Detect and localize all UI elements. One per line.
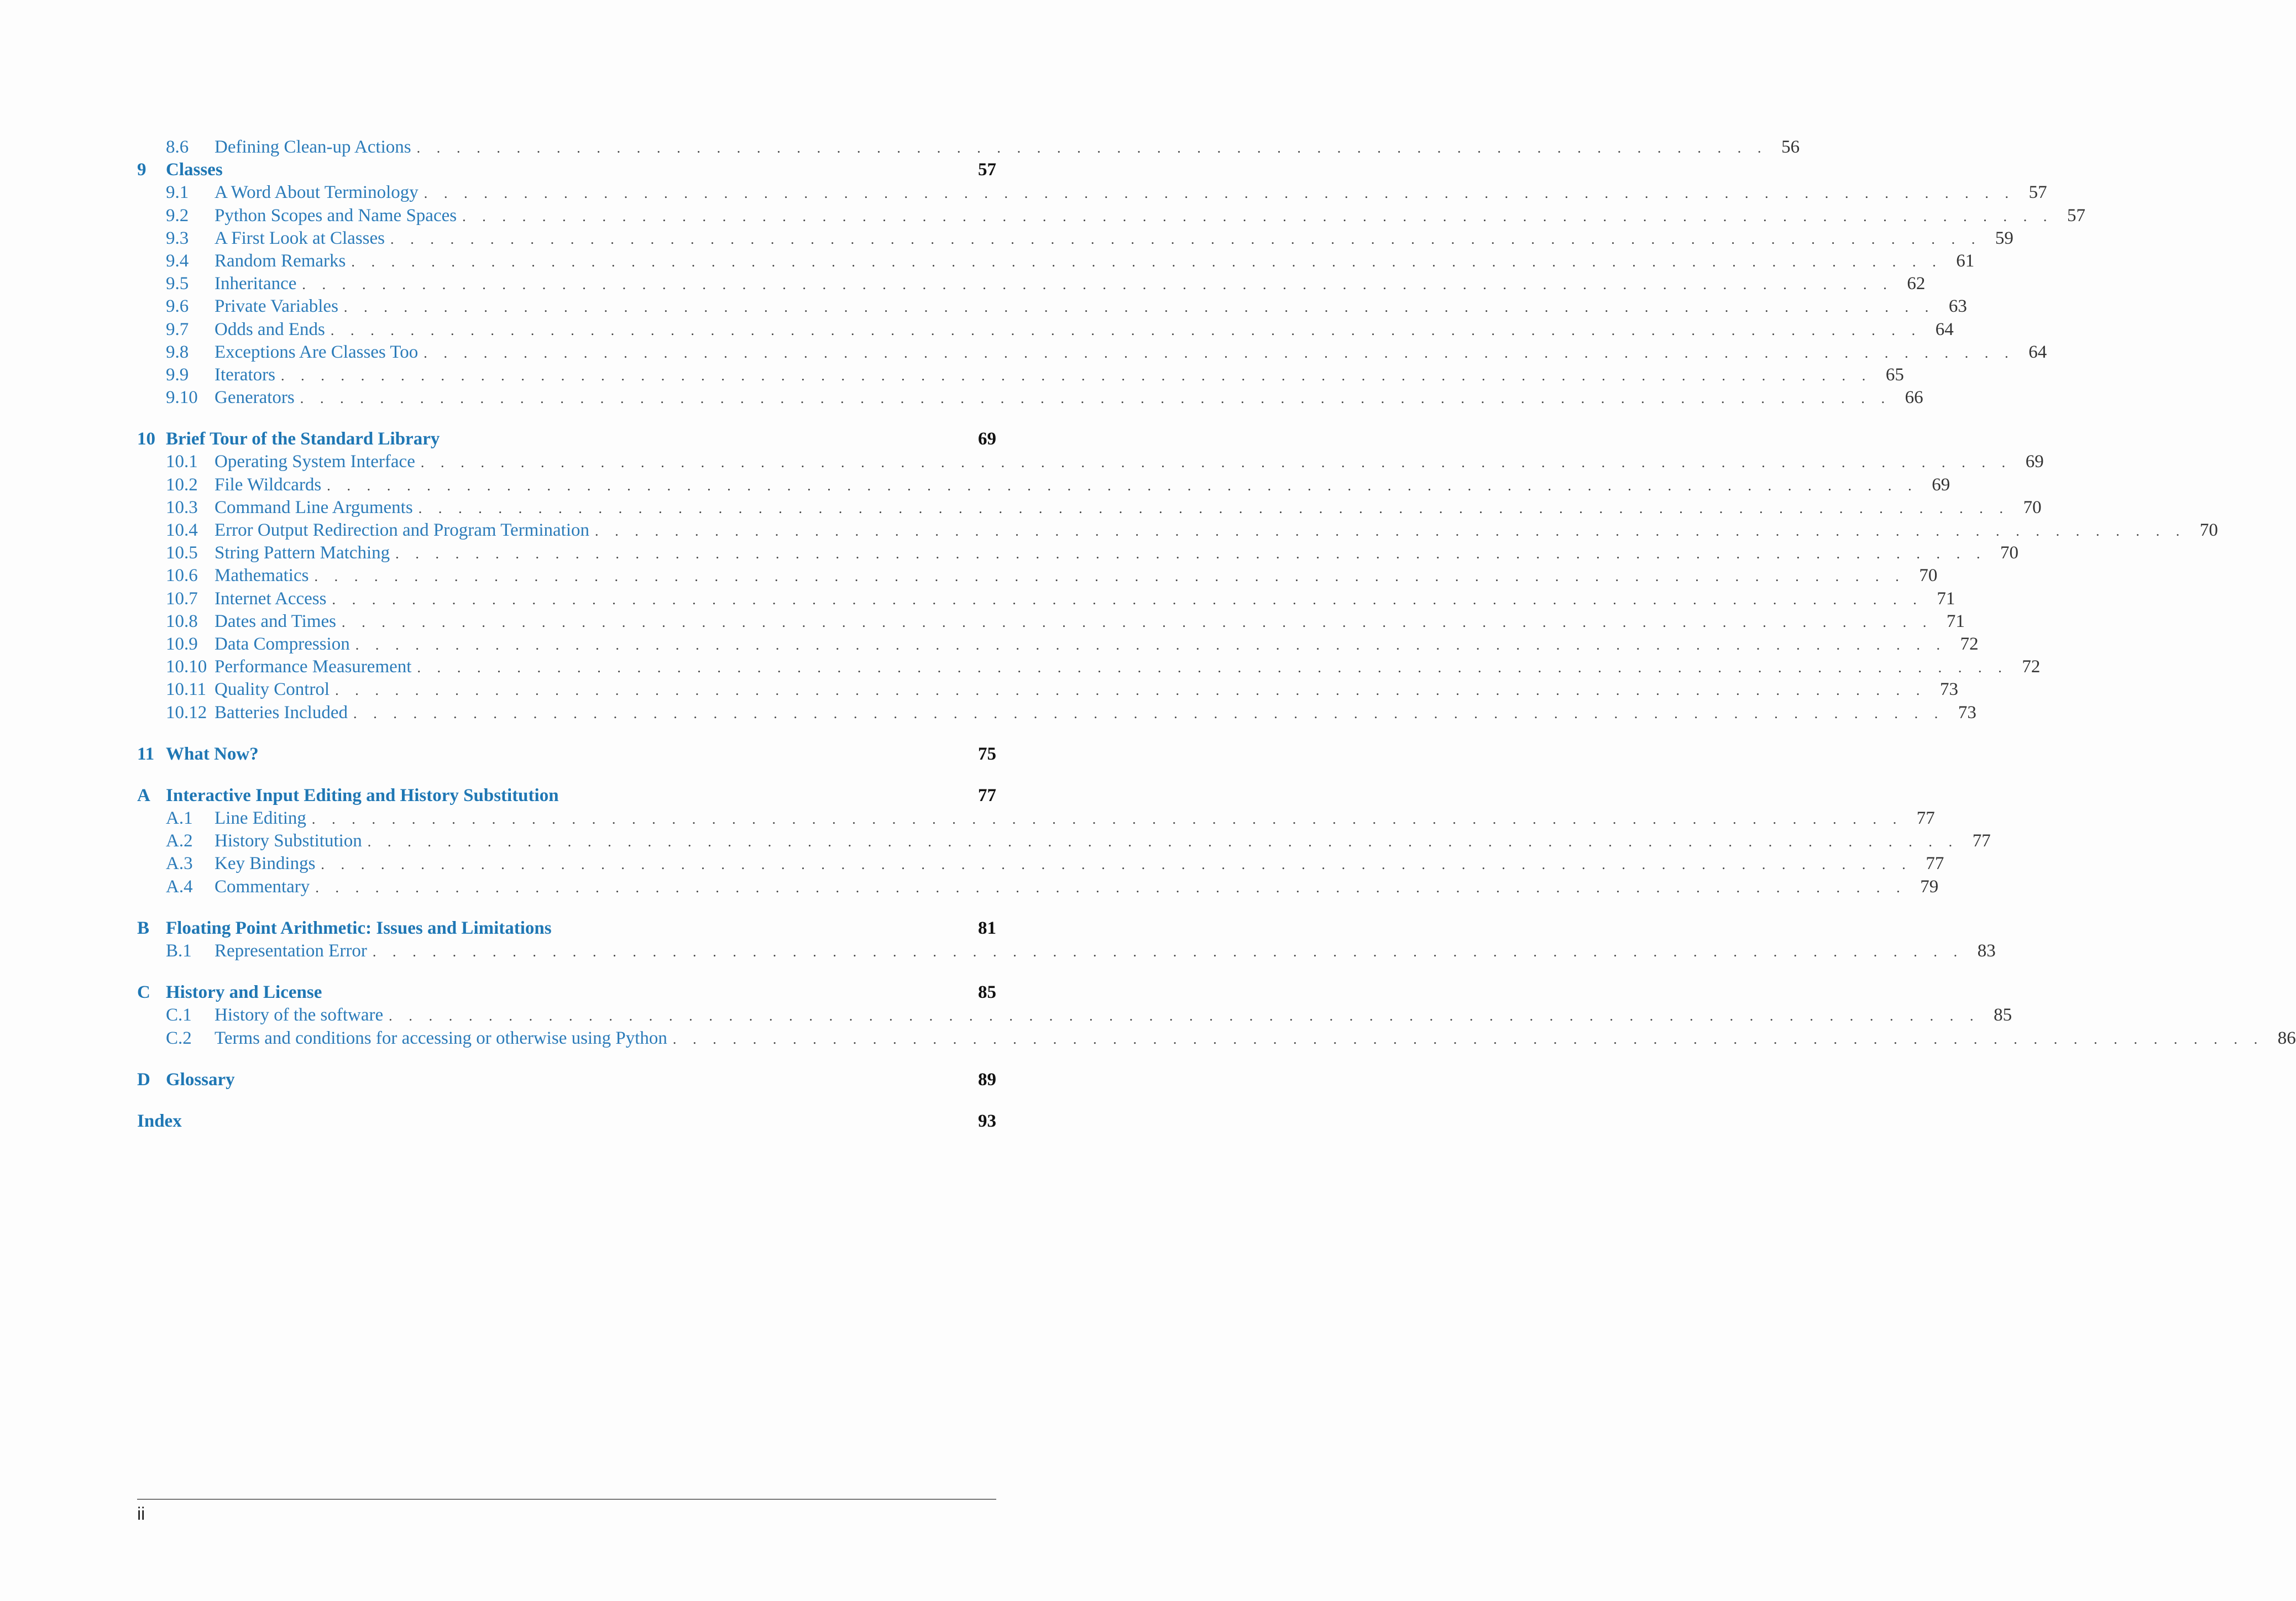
section-title[interactable]: Batteries Included [215, 702, 348, 723]
section-number: 9.4 [166, 250, 189, 271]
section-title[interactable]: Private Variables [215, 296, 338, 317]
dot-leader: . . . . . . . . . . . . . . . . . . . . . . . . . . . . . . . . . . . . . . . . . . . . . . . . . . . . . . . . . . . . . . . . . . . . . . . . . . . . . . . . [327, 477, 1918, 494]
section-page: 79 [1920, 876, 1939, 897]
section-number: 9.6 [166, 296, 189, 317]
chapter-number: 11 [137, 744, 155, 764]
toc-section-row[interactable] [137, 181, 2047, 204]
toc-section-row[interactable] [137, 451, 2044, 473]
section-page: 77 [1916, 808, 1935, 829]
section-page: 57 [2067, 205, 2085, 226]
toc-section-row[interactable] [137, 702, 1976, 724]
section-number: 10.12 [166, 702, 207, 723]
section-page: 65 [1885, 364, 1904, 385]
chapter-page: 93 [978, 1111, 996, 1131]
toc-section-row[interactable] [137, 519, 2218, 542]
dot-leader: . . . . . . . . . . . . . . . . . . . . . . . . . . . . . . . . . . . . . . . . . . . . . . . . . . . . . . . . . . . . . . . . . . . . . . . . . . . . . . . . [315, 879, 1907, 896]
chapter-page: 85 [978, 982, 996, 1003]
section-page: 71 [1946, 611, 1965, 631]
chapter-page: 57 [978, 160, 996, 180]
section-title[interactable]: History of the software [215, 1005, 384, 1026]
dot-leader: . . . . . . . . . . . . . . . . . . . . . . . . . . . . . . . . . . . . . . . . . . . . . . . . . . . . . . . . . . . . . . . . . . . . . . . . . . . . . . . . [332, 591, 1923, 608]
chapter-title[interactable]: Index [137, 1111, 182, 1131]
section-title[interactable]: Odds and Ends [215, 319, 325, 339]
chapter-number: 10 [137, 429, 155, 449]
chapter-list [137, 159, 2296, 1133]
chapter-title[interactable]: Brief Tour of the Standard Library [166, 429, 440, 449]
section-page: 70 [2023, 497, 2042, 517]
toc-chapter-row[interactable] [137, 1069, 996, 1091]
chapter-page: 77 [978, 785, 996, 805]
section-number: 10.6 [166, 566, 198, 586]
chapter-page: 89 [978, 1069, 996, 1090]
section-page: 64 [1935, 319, 1954, 339]
section-page: 70 [1919, 566, 1938, 586]
dot-leader: . . . . . . . . . . . . . . . . . . . . . . . . . . . . . . . . . . . . . . . . . . . . . . . . . . . . . . . . . . . . . . . . . . . . . . . . . . . . . . . . [418, 500, 2010, 516]
toc-section-row[interactable] [137, 364, 1904, 386]
section-title[interactable]: History Substitution [215, 831, 362, 851]
dot-leader: . . . . . . . . . . . . . . . . . . . . . . . . . . . . . . . . . . . . . . . . . . . . . . . . . . . . . . . . . . . . . . . . . . . . . . . . . . . . . . . . [280, 367, 1872, 384]
toc-section-row[interactable] [137, 852, 1944, 875]
chapter-title[interactable]: What Now? [166, 744, 259, 764]
dot-leader: . . . . . . . . . . . . . . . . . . . . . . . . . . . . . . . . . . . . . . . . . . . . . . . . . . . . . . . . . . . . . . . . . . . . . . . . . . . . . . . . [390, 231, 1981, 247]
dot-leader: . . . . . . . . . . . . . . . . . . . . . . . . . . . . . . . . . . . . . . . . . . . . . . . . . . . . . . . . . . . . . . . . . . . . . . . . . . . . . . . . [321, 856, 1912, 873]
section-title[interactable]: Error Output Redirection and Program Termination [215, 520, 589, 540]
dot-leader: . . . . . . . . . . . . . . . . . . . . . . . . . . . . . . . . . . . . . . . . . . . . . . . . . . . . . . . . . . . . . . . . . . . . . . . . . . . . . . . . [462, 208, 2053, 224]
section-number: 9.5 [166, 274, 189, 294]
chapter-page: 81 [978, 918, 996, 938]
section-number: 9.1 [166, 182, 189, 203]
section-title[interactable]: Exceptions Are Classes Too [215, 342, 419, 362]
toc-section-row[interactable] [137, 940, 1996, 962]
section-title[interactable]: Quality Control [215, 679, 330, 700]
toc-section-row[interactable] [137, 318, 1954, 341]
section-title[interactable]: Representation Error [215, 941, 367, 961]
section-title[interactable]: Terms and conditions for accessing or otherwise using Python [215, 1028, 667, 1048]
section-number: 10.2 [166, 474, 198, 495]
toc-section-row[interactable] [137, 656, 2041, 678]
section-title[interactable]: Line Editing [215, 808, 306, 829]
dot-leader: . . . . . . . . . . . . . . . . . . . . . . . . . . . . . . . . . . . . . . . . . . . . . . . . . . . . . . . . . . . . . . . . . . . . . . . . . . . . . . . . [314, 568, 1906, 585]
dot-leader: . . . . . . . . . . . . . . . . . . . . . . . . . . . . . . . . . . . . . . . . . . . . . . . . . . . . . . . . . . . . . . . . . . . . . . . . . . . . . . . . [423, 344, 2015, 361]
toc-section-row[interactable] [137, 386, 1923, 409]
section-title[interactable]: String Pattern Matching [215, 543, 390, 563]
section-title[interactable]: Command Line Arguments [215, 497, 413, 517]
section-number: 9.7 [166, 319, 189, 339]
toc-section-row[interactable] [137, 136, 1800, 159]
footer-page-number: ii [137, 1504, 145, 1524]
dot-leader: . . . . . . . . . . . . . . . . . . . . . . . . . . . . . . . . . . . . . . . . . . . . . . . . . . . . . . . . . . . . . . . . . . . . [416, 140, 1768, 156]
section-page: 69 [2025, 452, 2044, 472]
chapter-number: 9 [137, 160, 147, 180]
section-title[interactable]: Iterators [215, 364, 275, 385]
section-title[interactable]: Data Compression [215, 634, 350, 654]
section-title[interactable]: Inheritance [215, 274, 297, 294]
chapter-title[interactable]: Floating Point Arithmetic: Issues and Limitations [166, 918, 552, 938]
chapter-number: B [137, 918, 150, 938]
toc-section-row[interactable] [137, 588, 1955, 610]
section-title[interactable]: Operating System Interface [215, 452, 415, 472]
toc-section-row[interactable] [137, 564, 1938, 587]
section-number: 10.4 [166, 520, 198, 540]
chapter-number: D [137, 1069, 150, 1090]
section-title[interactable]: Key Bindings [215, 854, 316, 874]
chapter-page: 69 [978, 429, 996, 449]
dot-leader: . . . . . . . . . . . . . . . . . . . . . . . . . . . . . . . . . . . . . . . . . . . . . . . . . . . . . . . . . . . . . . . . . . . . . . . . . . . . . . . . [351, 253, 1943, 270]
section-number: C.2 [166, 1028, 192, 1048]
toc-chapter-row[interactable] [137, 159, 996, 181]
chapter-number: A [137, 785, 150, 805]
toc-section-row[interactable] [137, 610, 1965, 633]
dot-leader: . . . . . . . . . . . . . . . . . . . . . . . . . . . . . . . . . . . . . . . . . . . . . . . . . . . . . . . . . . . . . . . . . . . . . . . . . . . . . . . . [395, 546, 1987, 562]
toc-section-row[interactable] [137, 876, 1939, 898]
toc-chapter-row[interactable] [137, 1110, 996, 1133]
section-number: A.2 [166, 831, 193, 851]
section-number: B.1 [166, 941, 192, 961]
toc-section-row[interactable] [137, 678, 1958, 701]
section-number: 9.3 [166, 228, 189, 248]
section-number: 9.2 [166, 205, 189, 226]
section-page: 69 [1932, 474, 1950, 495]
section-page: 62 [1907, 274, 1926, 294]
toc-section-row[interactable] [137, 341, 2047, 364]
toc-chapter-row[interactable] [137, 784, 996, 807]
section-number: 10.5 [166, 543, 198, 563]
section-page: 86 [2277, 1028, 2296, 1048]
section-page: 77 [1972, 831, 1991, 851]
toc-section-row[interactable] [137, 830, 1991, 852]
toc-chapter-row[interactable] [137, 981, 996, 1004]
dot-leader: . . . . . . . . . . . . . . . . . . . . . . . . . . . . . . . . . . . . . . . . . . . . . . . . . . . . . . . . . . . . . . . . . . . . . . . . . . . . . . . . [420, 454, 2012, 471]
dot-leader: . . . . . . . . . . . . . . . . . . . . . . . . . . . . . . . . . . . . . . . . . . . . . . . . . . . . . . . . . . . . . . . . . . . . . . . . . . . . . . . . [367, 834, 1959, 850]
section-number: 10.10 [166, 657, 207, 677]
section-title[interactable]: Internet Access [215, 588, 327, 609]
section-title[interactable]: File Wildcards [215, 474, 322, 495]
section-number: 9.8 [166, 342, 189, 362]
dot-leader: . . . . . . . . . . . . . . . . . . . . . . . . . . . . . . . . . . . . . . . . . . . . . . . . . . . . . . . . . . . . . . . . . . . . . . . . . . . . . . . . [353, 705, 1944, 721]
section-page: 73 [1939, 679, 1958, 700]
section-number: 10.3 [166, 497, 198, 517]
section-number: C.1 [166, 1005, 192, 1026]
dot-leader: . . . . . . . . . . . . . . . . . . . . . . . . . . . . . . . . . . . . . . . . . . . . . . . . . . . . . . . . . . . . . . . . . . . . . . . . . . . . . . . . [672, 1030, 2264, 1047]
chapter-number: C [137, 982, 150, 1003]
toc-chapter-row[interactable] [137, 743, 996, 766]
dot-leader: . . . . . . . . . . . . . . . . . . . . . . . . . . . . . . . . . . . . . . . . . . . . . . . . . . . . . . . . . . . . . . . . . . . . . . . . . . . . . . . . [342, 614, 1933, 630]
chapter-title[interactable]: Interactive Input Editing and History Substitution [166, 785, 559, 805]
section-number: 10.1 [166, 452, 198, 472]
section-title[interactable]: Commentary [215, 876, 310, 897]
section-page: 61 [1956, 250, 1975, 271]
section-number: A.1 [166, 808, 193, 829]
toc-section-row[interactable] [137, 227, 2013, 250]
dot-leader: . . . . . . . . . . . . . . . . . . . . . . . . . . . . . . . . . . . . . . . . . . . . . . . . . . . . . . . . . . . . . . . . . . . . . . . . . . . . . . . . [330, 322, 1922, 338]
toc-section-row[interactable] [137, 205, 2085, 227]
section-page: 57 [2028, 182, 2047, 203]
section-title[interactable]: Dates and Times [215, 611, 337, 631]
footer-rule [137, 1499, 996, 1500]
toc-section-row[interactable] [137, 295, 1967, 318]
section-number: A.3 [166, 854, 193, 874]
section-title[interactable]: A Word About Terminology [215, 182, 419, 203]
table-of-contents [137, 136, 2296, 1133]
section-page: 72 [1960, 634, 1979, 654]
section-title[interactable]: Performance Measurement [215, 657, 412, 677]
section-title[interactable]: Random Remarks [215, 250, 346, 271]
dot-leader: . . . . . . . . . . . . . . . . . . . . . . . . . . . . . . . . . . . . . . . . . . . . . . . . . . . . . . . . . . . . . . . . . . . . . . . . . . . . . . . . [302, 276, 1894, 293]
toc-section-row[interactable] [137, 1027, 2296, 1050]
chapter-title[interactable]: Classes [166, 160, 223, 180]
toc-chapter-row[interactable] [137, 428, 996, 451]
section-page: 73 [1958, 702, 1976, 723]
section-page: 77 [1926, 854, 1944, 874]
section-page: 59 [1995, 228, 2013, 248]
toc-section-row[interactable] [137, 474, 1950, 496]
section-page: 72 [2022, 657, 2041, 677]
section-number: 10.11 [166, 679, 207, 700]
section-title[interactable]: Defining Clean-up Actions [215, 137, 411, 157]
section-number: 9.9 [166, 364, 189, 385]
section-page: 85 [1994, 1005, 2012, 1026]
section-title[interactable]: A First Look at Classes [215, 228, 385, 248]
chapter-page: 75 [978, 744, 996, 764]
section-number: 8.6 [166, 137, 189, 157]
dot-leader: . . . . . . . . . . . . . . . . . . . . . . . . . . . . . . . . . . . . . . . . . . . . . . . . . . . . . . . . . . . . . . . . . . . . . . . . . . . . . . . . [335, 682, 1926, 699]
section-page: 64 [2028, 342, 2047, 362]
section-number: 10.7 [166, 588, 198, 609]
dot-leader: . . . . . . . . . . . . . . . . . . . . . . . . . . . . . . . . . . . . . . . . . . . . . . . . . . . . . . . . . . . . . . . . . . . . . . . . . . . . . . . . [355, 636, 1947, 653]
section-number: 10.9 [166, 634, 198, 654]
chapter-title[interactable]: History and License [166, 982, 322, 1003]
toc-section-row[interactable] [137, 1004, 2012, 1027]
section-page: 56 [1781, 137, 1800, 157]
section-title[interactable]: Mathematics [215, 566, 309, 586]
dot-leader: . . . . . . . . . . . . . . . . . . . . . . . . . . . . . . . . . . . . . . . . . . . . . . . . . . . . . . . . . . . . . . . . . . . . . . . . . . . . . . . . [595, 523, 2186, 539]
section-number: 9.10 [166, 388, 198, 408]
dot-leader: . . . . . . . . . . . . . . . . . . . . . . . . . . . . . . . . . . . . . . . . . . . . . . . . . . . . . . . . . . . . . . . . . . . . . . . . . . . . . . . . [300, 390, 1891, 407]
section-page: 70 [2199, 520, 2218, 540]
chapter-title[interactable]: Glossary [166, 1069, 235, 1090]
toc-chapter-row[interactable] [137, 917, 996, 940]
dot-leader: . . . . . . . . . . . . . . . . . . . . . . . . . . . . . . . . . . . . . . . . . . . . . . . . . . . . . . . . . . . . . . . . . . . . . . . . . . . . . . . . [372, 944, 1964, 960]
toc-section-row[interactable] [137, 250, 1975, 273]
dot-leader: . . . . . . . . . . . . . . . . . . . . . . . . . . . . . . . . . . . . . . . . . . . . . . . . . . . . . . . . . . . . . . . . . . . . . . . . . . . . . . . . [389, 1008, 1980, 1024]
toc-section-row[interactable] [137, 633, 1979, 656]
section-page: 71 [1937, 588, 1955, 609]
section-page: 66 [1905, 388, 1923, 408]
toc-section-row[interactable] [137, 807, 1935, 830]
section-title[interactable]: Python Scopes and Name Spaces [215, 205, 457, 226]
section-page: 70 [2000, 543, 2019, 563]
toc-section-row[interactable] [137, 542, 2019, 564]
toc-section-row[interactable] [137, 496, 2042, 519]
section-number: A.4 [166, 876, 193, 897]
toc-section-row[interactable] [137, 273, 1926, 295]
dot-leader: . . . . . . . . . . . . . . . . . . . . . . . . . . . . . . . . . . . . . . . . . . . . . . . . . . . . . . . . . . . . . . . . . . . . . . . . . . . . . . . . [423, 185, 2015, 202]
dot-leader: . . . . . . . . . . . . . . . . . . . . . . . . . . . . . . . . . . . . . . . . . . . . . . . . . . . . . . . . . . . . . . . . . . . . . . . . . . . . . . . . [311, 811, 1903, 828]
dot-leader: . . . . . . . . . . . . . . . . . . . . . . . . . . . . . . . . . . . . . . . . . . . . . . . . . . . . . . . . . . . . . . . . . . . . . . . . . . . . . . . . [417, 660, 2009, 676]
section-page: 83 [1977, 941, 1996, 961]
section-page: 63 [1948, 296, 1967, 317]
dot-leader: . . . . . . . . . . . . . . . . . . . . . . . . . . . . . . . . . . . . . . . . . . . . . . . . . . . . . . . . . . . . . . . . . . . . . . . . . . . . . . . . [343, 299, 1935, 316]
section-number: 10.8 [166, 611, 198, 631]
section-title[interactable]: Generators [215, 388, 295, 408]
